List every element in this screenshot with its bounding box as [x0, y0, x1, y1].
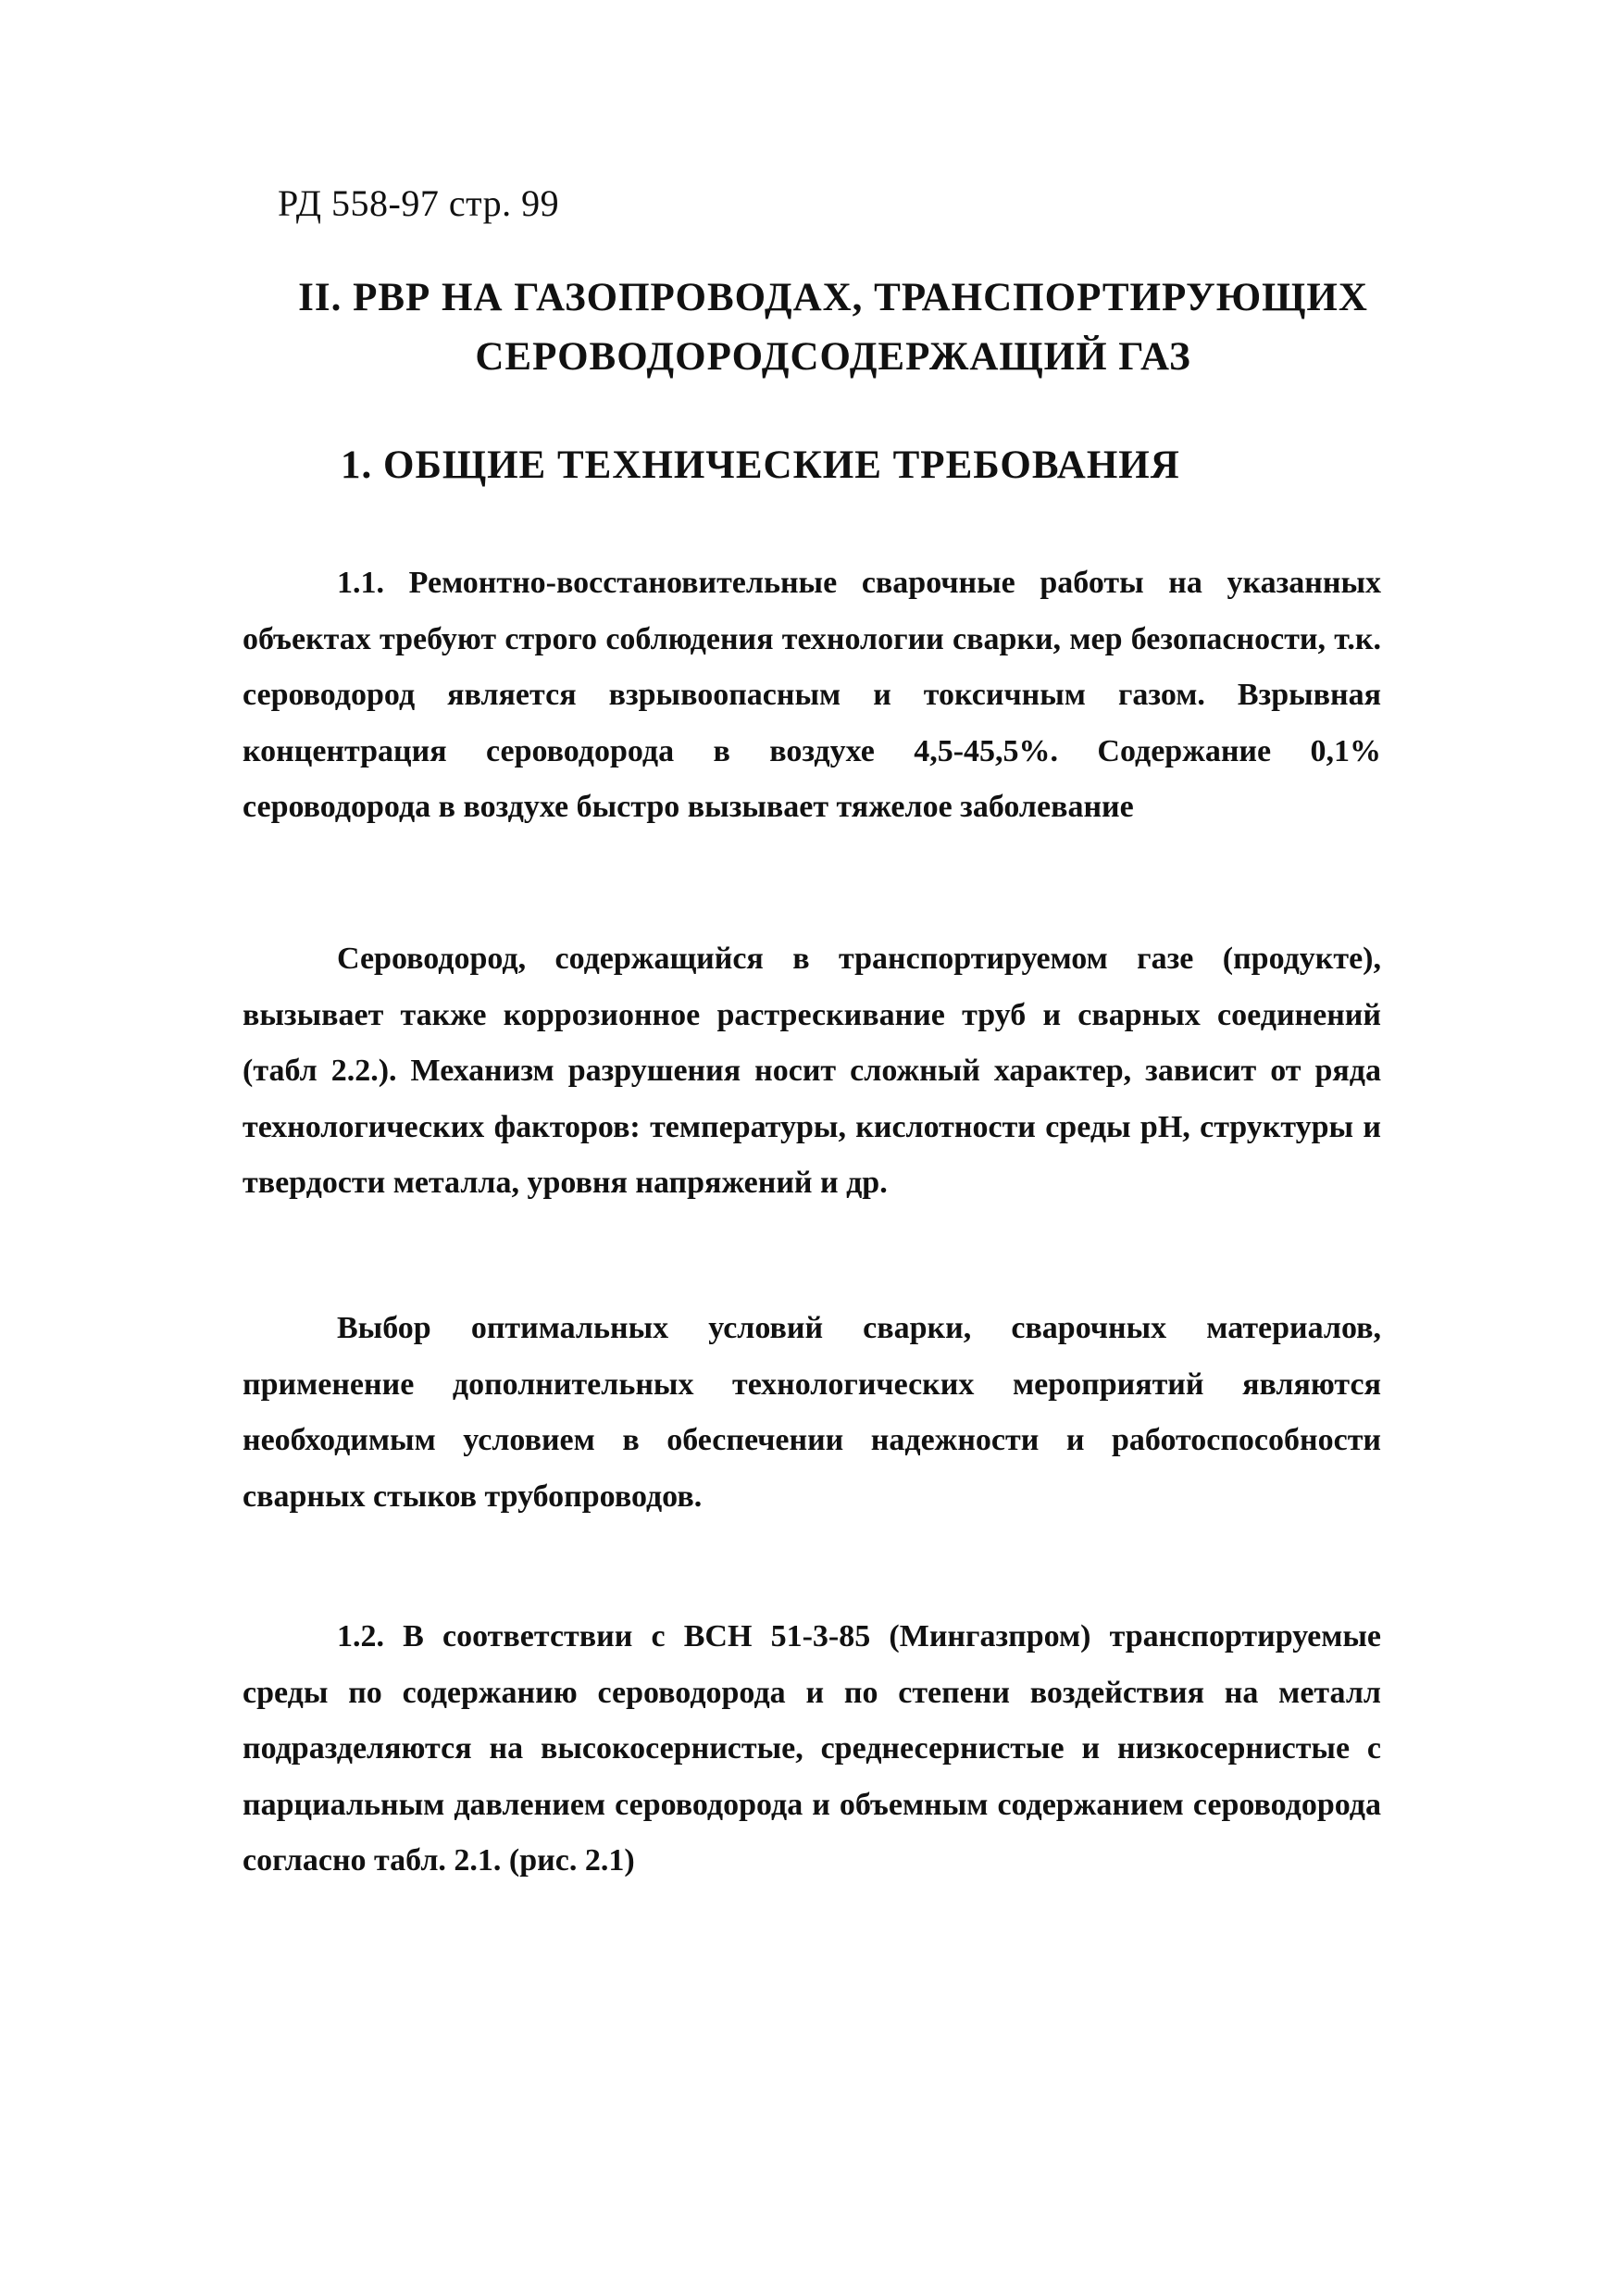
running-header: РД 558-97 стр. 99 [278, 182, 560, 224]
paragraph-welding-conditions: Выбор оптимальных условий сварки, сварочных материалов, применение дополнительных технологических мероприятий являются необходимым условием в обеспечении надежности и работоспособности сварных стыков трубопроводов. [243, 1311, 1381, 1514]
chapter-title-line-2: СЕРОВОДОРОДСОДЕРЖАЩИЙ ГАЗ [475, 335, 1191, 379]
paragraph-hydrogen-sulfide: Сероводород, содержащийся в транспортируемом газе (продукте), вызывает также коррозионное растрескивание труб и сварных соединений (табл 2.2.). Механизм разрушения носит сложный характер, зависит от ряда технологических факторов: температуры, кислотности среды pH, структуры и твердости металла, уровня напряжений и др. [243, 942, 1381, 1200]
section-heading: 1. ОБЩИЕ ТЕХНИЧЕСКИЕ ТРЕБОВАНИЯ [341, 443, 1180, 487]
paragraph-1-1: 1.1. Ремонтно-восстановительные сварочные работы на указанных объектах требуют строго соблюдения технологии сварки, мер безопасности, т.к. сероводород является взрывоопасным и токсичным газом. Взрывная концентрация сероводорода в воздухе 4,5-45,5%. Содержание 0,1% сероводорода в воздухе быстро вызывает тяжелое заболевание [243, 566, 1381, 824]
paragraph-1-2: 1.2. В соответствии с ВСН 51-3-85 (Мингазпром) транспортируемые среды по содержанию сероводорода и по степени воздействия на металл подразделяются на высокосернистые, среднесернистые и низкосернистые с парциальным давлением сероводорода и объемным содержанием сероводорода согласно табл. 2.1. (рис. 2.1) [243, 1619, 1381, 1878]
chapter-title-line-1: II. РВР НА ГАЗОПРОВОДАХ, ТРАНСПОРТИРУЮЩИХ [298, 276, 1368, 319]
